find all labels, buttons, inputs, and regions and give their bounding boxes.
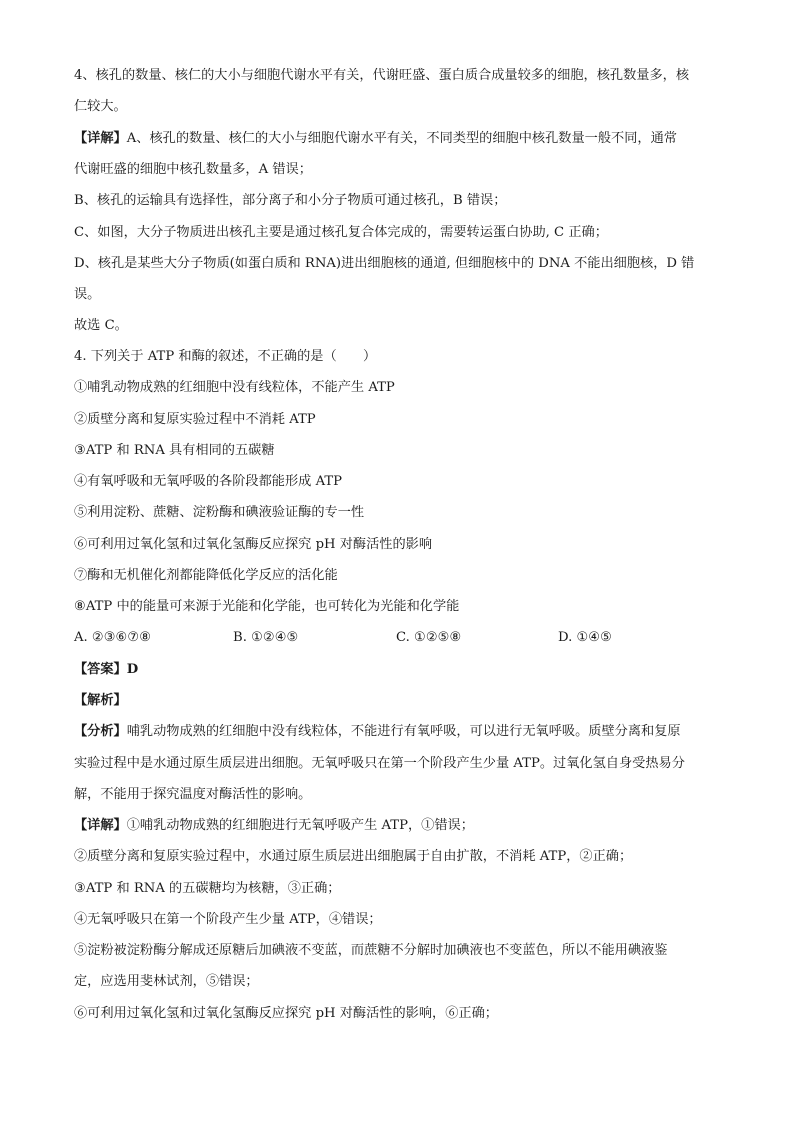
statement-1: ①哺乳动物成熟的红细胞中没有线粒体，不能产生 ATP <box>74 380 395 395</box>
statement-6: ⑥可利用过氧化氢和过氧化氢酶反应探究 pH 对酶活性的影响 <box>74 537 433 552</box>
detail-3: ③ATP 和 RNA 的五碳糖均为核糖，③正确； <box>74 881 341 896</box>
prev-point4-line1: 4、核孔的数量、核仁的大小与细胞代谢水平有关，代谢旺盛、蛋白质合成量较多的细胞，核孔数量多，核 <box>74 68 690 83</box>
detail-2: ②质壁分离和复原实验过程中，水通过原生质层进出细胞属于自由扩散，不消耗 ATP，②正确； <box>74 849 633 864</box>
analysis-line2: 实验过程中是水通过原生质层进出细胞。无氧呼吸只在第一个阶段产生少量 ATP。过氧化氢自身受热易分 <box>74 756 685 771</box>
statement-2: ②质壁分离和复原实验过程中不消耗 ATP <box>74 412 316 427</box>
prev-detail-a-text: A、核孔的数量、核仁的大小与细胞代谢水平有关，不同类型的细胞中核孔数量一般不同，通常 <box>126 131 677 146</box>
answer-label: 【答案】 <box>74 662 127 677</box>
statement-4: ④有氧呼吸和无氧呼吸的各阶段都能形成 ATP <box>74 474 343 489</box>
option-d: D. ①④⑤ <box>558 630 612 645</box>
analysis-label: 【分析】 <box>74 724 127 739</box>
statement-3: ③ATP 和 RNA 具有相同的五碳糖 <box>74 443 275 458</box>
option-c: C. ①②⑤⑧ <box>396 630 462 645</box>
question-stem: 4. 下列关于 ATP 和酶的叙述，不正确的是（ ） <box>74 349 377 364</box>
analysis-line1 <box>74 722 724 742</box>
prev-point4-line2: 仁较大。 <box>74 99 127 114</box>
prev-detail-d-line2: 误。 <box>74 287 101 302</box>
detail-5-line2: 定，应选用斐林试剂，⑤错误； <box>74 974 259 989</box>
explanation-heading: 【解析】 <box>74 693 127 708</box>
prev-detail-a-line1 <box>74 129 724 149</box>
detail-6: ⑥可利用过氧化氢和过氧化氢酶反应探究 pH 对酶活性的影响，⑥正确； <box>74 1006 498 1021</box>
prev-detail-a-line2: 代谢旺盛的细胞中核孔数量多，A 错误； <box>74 162 312 177</box>
detail-label: 【详解】 <box>74 818 127 833</box>
prev-conclusion: 故选 C。 <box>74 318 128 333</box>
statement-5: ⑤利用淀粉、蔗糖、淀粉酶和碘液验证酶的专一性 <box>74 505 365 520</box>
option-a: A. ②③⑥⑦⑧ <box>74 630 152 645</box>
statement-7: ⑦酶和无机催化剂都能降低化学反应的活化能 <box>74 568 338 583</box>
prev-detail-b: B、核孔的运输具有选择性，部分离子和小分子物质可通过核孔，B 错误； <box>74 193 507 208</box>
prev-detail-label: 【详解】 <box>74 131 127 146</box>
detail-4: ④无氧呼吸只在第一个阶段产生少量 ATP，④错误； <box>74 912 382 927</box>
answer-line <box>74 660 724 680</box>
answer-value: D <box>126 662 139 677</box>
detail-1-text: ①哺乳动物成熟的红细胞进行无氧呼吸产生 ATP，①错误； <box>126 818 474 833</box>
statement-8: ⑧ATP 中的能量可来源于光能和化学能，也可转化为光能和化学能 <box>74 599 460 614</box>
detail-1 <box>74 816 724 836</box>
prev-detail-c: C、如图，大分子物质进出核孔主要是通过核孔复合体完成的，需要转运蛋白协助, C 正确； <box>74 225 608 240</box>
detail-5-line1: ⑤淀粉被淀粉酶分解成还原糖后加碘液不变蓝，而蔗糖不分解时加碘液也不变蓝色，所以不能用碘液鉴 <box>74 943 668 958</box>
analysis-text-1: 哺乳动物成熟的红细胞中没有线粒体，不能进行有氧呼吸，可以进行无氧呼吸。质壁分离和复原 <box>126 724 681 739</box>
prev-detail-d-line1: D、核孔是某些大分子物质(如蛋白质和 RNA)进出细胞核的通道, 但细胞核中的 DNA 不能出细胞核，D 错 <box>74 256 695 271</box>
answer-options <box>74 628 724 648</box>
analysis-line3: 解，不能用于探究温度对酶活性的影响。 <box>74 787 312 802</box>
option-b: B. ①②④⑤ <box>233 630 299 645</box>
